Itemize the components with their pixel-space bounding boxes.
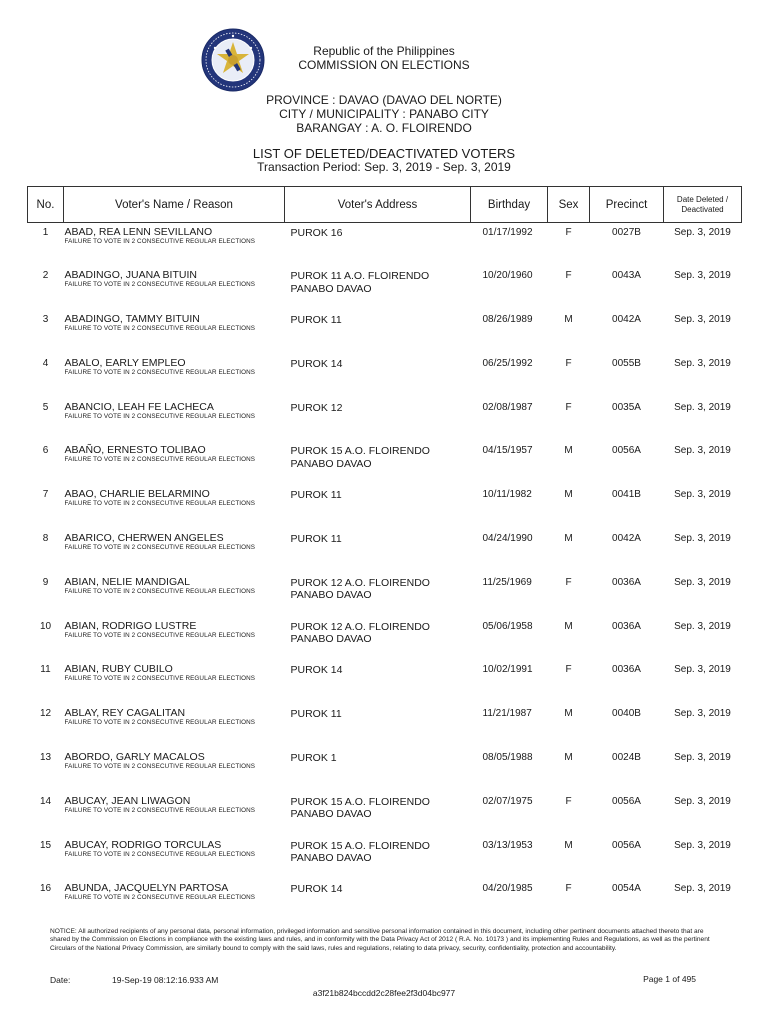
row-number: 7 xyxy=(42,489,49,501)
voter-precinct: 0056A xyxy=(612,445,641,457)
date-deleted: Sep. 3, 2019 xyxy=(674,576,731,588)
voter-address-cell xyxy=(285,266,471,310)
col-header-name: Voter's Name / Reason xyxy=(64,187,285,223)
commission-heading: COMMISSION ON ELECTIONS xyxy=(298,58,470,72)
footer-date-value: 19-Sep-19 08:12:16.933 AM xyxy=(112,975,219,985)
voter-birthday: 04/15/1957 xyxy=(482,445,533,457)
document-hash: a3f21b824bccdd2c28fee2f3d04bc977 xyxy=(312,988,456,998)
voter-name-cell xyxy=(64,223,285,267)
voter-sex: F xyxy=(565,227,572,238)
row-number: 15 xyxy=(39,839,52,851)
date-deleted: Sep. 3, 2019 xyxy=(674,401,731,413)
date-deleted: Sep. 3, 2019 xyxy=(674,752,731,764)
col-header-address: Voter's Address xyxy=(285,187,471,223)
voter-precinct: 0054A xyxy=(612,883,641,895)
voter-sex: F xyxy=(565,270,572,282)
voter-name: ABAÑO, ERNESTO TOLIBAO xyxy=(64,444,206,457)
voter-birthday: 08/26/1989 xyxy=(482,314,533,326)
deletion-reason: FAILURE TO VOTE IN 2 CONSECUTIVE REGULAR ELECTIONS xyxy=(64,587,256,595)
row-number: 8 xyxy=(42,533,49,545)
table-row xyxy=(28,704,742,748)
col-header-date-deleted: Date Deleted / Deactivated xyxy=(664,187,742,223)
date-deleted: Sep. 3, 2019 xyxy=(674,270,731,282)
voters-table xyxy=(27,186,742,923)
table-row xyxy=(28,529,742,573)
address-line-1: PUROK 15 A.O. FLOIRENDO xyxy=(290,839,430,852)
address-line-1: PUROK 12 A.O. FLOIRENDO xyxy=(290,576,430,589)
voter-name: ABUCAY, RODRIGO TORCULAS xyxy=(64,838,222,851)
voter-sex: F xyxy=(565,401,572,413)
voter-precinct: 0035A xyxy=(612,401,641,413)
address-line-1: PUROK 15 A.O. FLOIRENDO xyxy=(290,795,430,808)
voter-name-cell xyxy=(64,617,285,661)
address-line-1: PUROK 12 xyxy=(290,401,343,414)
table-row xyxy=(28,879,742,923)
table-header-row xyxy=(28,187,742,223)
voter-precinct: 0040B xyxy=(612,708,641,720)
barangay-label: BARANGAY : A. O. FLOIRENDO xyxy=(296,121,472,135)
voter-name: ABAO, CHARLIE BELARMINO xyxy=(64,488,210,501)
voter-sex: F xyxy=(565,883,572,895)
address-line-2: PANABO DAVAO xyxy=(290,589,372,602)
voter-precinct: 0024B xyxy=(612,752,641,764)
row-number: 2 xyxy=(42,270,49,282)
date-deleted: Sep. 3, 2019 xyxy=(674,839,731,851)
voter-precinct: 0036A xyxy=(612,620,641,632)
voter-birthday: 11/21/1987 xyxy=(482,708,532,720)
voter-precinct: 0056A xyxy=(612,795,641,807)
deletion-reason: FAILURE TO VOTE IN 2 CONSECUTIVE REGULAR ELECTIONS xyxy=(64,850,256,858)
voter-sex: M xyxy=(564,839,573,851)
date-deleted: Sep. 3, 2019 xyxy=(674,489,731,501)
voter-address-cell xyxy=(285,310,471,354)
row-number: 6 xyxy=(42,445,49,457)
date-deleted: Sep. 3, 2019 xyxy=(674,445,731,457)
voter-address-cell xyxy=(285,836,471,880)
voter-birthday: 02/08/1987 xyxy=(482,401,533,413)
date-deleted: Sep. 3, 2019 xyxy=(674,533,731,545)
table-row xyxy=(28,573,742,617)
deletion-reason: FAILURE TO VOTE IN 2 CONSECUTIVE REGULAR ELECTIONS xyxy=(64,544,256,552)
voter-precinct: 0042A xyxy=(612,314,641,326)
voter-birthday: 11/25/1969 xyxy=(482,576,532,588)
voter-name-cell xyxy=(64,354,285,398)
voter-sex: M xyxy=(564,445,573,457)
city-label: CITY / MUNICIPALITY : PANABO CITY xyxy=(279,107,489,121)
voter-precinct: 0043A xyxy=(612,270,641,282)
deletion-reason: FAILURE TO VOTE IN 2 CONSECUTIVE REGULAR ELECTIONS xyxy=(64,281,256,289)
voter-precinct: 0036A xyxy=(612,576,641,588)
row-number: 14 xyxy=(39,795,52,807)
voter-precinct: 0055B xyxy=(612,357,641,369)
voter-name: ABIAN, NELIE MANDIGAL xyxy=(64,575,190,588)
voter-name-cell xyxy=(64,485,285,529)
voter-sex: F xyxy=(565,664,572,676)
voter-sex: M xyxy=(564,314,573,326)
voter-name-cell xyxy=(64,266,285,310)
privacy-notice: NOTICE: All authorized recipients of any personal data, personal information, privileged information and sensitive personal information contained in this document, including other pertinent documents attached thereto that are shared by the Commission on Elections in compliance with the existing laws and rules, and in conformity with the Data Privacy Act of 2012 ( R.A. No. 10173 ) and its implementing Rules and Regulations, as well as the pertinent Circulars of the National Privacy Commission, are similarly bound to comply with the said laws, rules and regulations, relating to data privacy, security, confidentiality, protection and accountability. xyxy=(50,928,710,952)
voter-address-cell xyxy=(285,792,471,836)
voter-birthday: 06/25/1992 xyxy=(482,357,533,369)
table-row xyxy=(28,660,742,704)
row-number: 16 xyxy=(39,883,52,895)
table-row xyxy=(28,354,742,398)
voter-address-cell xyxy=(285,617,471,661)
voter-birthday: 10/02/1991 xyxy=(482,664,533,676)
voter-name-cell xyxy=(64,529,285,573)
voter-name: ABARICO, CHERWEN ANGELES xyxy=(64,532,224,545)
address-line-1: PUROK 14 xyxy=(290,357,343,370)
voter-precinct: 0041B xyxy=(612,489,641,501)
deletion-reason: FAILURE TO VOTE IN 2 CONSECUTIVE REGULAR ELECTIONS xyxy=(64,719,256,727)
date-deleted: Sep. 3, 2019 xyxy=(674,883,731,895)
voter-sex: M xyxy=(564,620,573,632)
table-row xyxy=(28,266,742,310)
voter-address-cell xyxy=(285,879,471,923)
voter-sex: M xyxy=(564,708,573,720)
col-header-no: No. xyxy=(28,187,64,223)
voter-name: ABAD, REA LENN SEVILLANO xyxy=(64,226,213,238)
deletion-reason: FAILURE TO VOTE IN 2 CONSECUTIVE REGULAR ELECTIONS xyxy=(64,806,256,814)
row-number: 11 xyxy=(40,664,51,676)
row-number: 9 xyxy=(42,576,49,588)
table-row xyxy=(28,792,742,836)
voter-name: ABUCAY, JEAN LIWAGON xyxy=(64,794,191,807)
address-line-1: PUROK 11 xyxy=(290,708,342,721)
transaction-period: Transaction Period: Sep. 3, 2019 - Sep. 3, 2019 xyxy=(257,160,511,174)
deletion-reason: FAILURE TO VOTE IN 2 CONSECUTIVE REGULAR ELECTIONS xyxy=(64,325,256,333)
col-header-sex: Sex xyxy=(548,187,590,223)
row-number: 3 xyxy=(42,314,49,326)
voter-birthday: 03/13/1953 xyxy=(482,839,533,851)
address-line-2: PANABO DAVAO xyxy=(290,457,372,470)
deletion-reason: FAILURE TO VOTE IN 2 CONSECUTIVE REGULAR ELECTIONS xyxy=(64,894,256,902)
voter-sex: F xyxy=(565,357,572,369)
voter-address-cell xyxy=(285,748,471,792)
address-line-1: PUROK 12 A.O. FLOIRENDO xyxy=(290,620,430,633)
row-number: 1 xyxy=(42,227,49,238)
voter-birthday: 08/05/1988 xyxy=(482,752,533,764)
address-line-2: PANABO DAVAO xyxy=(290,852,372,865)
row-number: 10 xyxy=(39,620,52,632)
voter-address-cell xyxy=(285,529,471,573)
voter-name-cell xyxy=(64,836,285,880)
voter-birthday: 10/20/1960 xyxy=(482,270,533,282)
deletion-reason: FAILURE TO VOTE IN 2 CONSECUTIVE REGULAR ELECTIONS xyxy=(64,368,256,376)
province-label: PROVINCE : DAVAO (DAVAO DEL NORTE) xyxy=(266,93,502,107)
address-line-1: PUROK 11 xyxy=(290,533,342,546)
col-header-precinct: Precinct xyxy=(590,187,664,223)
voter-rows xyxy=(28,223,742,924)
deletion-reason: FAILURE TO VOTE IN 2 CONSECUTIVE REGULAR ELECTIONS xyxy=(64,412,256,420)
republic-heading: Republic of the Philippines xyxy=(313,44,455,58)
voter-name: ABADINGO, JUANA BITUIN xyxy=(64,269,197,282)
table-row xyxy=(28,223,742,267)
voter-birthday: 04/20/1985 xyxy=(482,883,533,895)
voter-name-cell xyxy=(64,573,285,617)
page-number: Page 1 of 495 xyxy=(643,974,696,984)
address-line-2: PANABO DAVAO xyxy=(290,633,372,646)
voter-precinct: 0036A xyxy=(612,664,641,676)
voter-address-cell xyxy=(285,441,471,485)
address-line-2: PANABO DAVAO xyxy=(290,282,372,295)
voter-name-cell xyxy=(64,704,285,748)
voter-address-cell xyxy=(285,660,471,704)
voter-address-cell xyxy=(285,398,471,442)
address-line-1: PUROK 16 xyxy=(290,227,343,239)
voter-name: ABIAN, RODRIGO LUSTRE xyxy=(64,619,197,632)
footer-date-label: Date: xyxy=(50,975,71,985)
address-line-1: PUROK 11 A.O. FLOIRENDO xyxy=(290,270,430,283)
table-row xyxy=(28,748,742,792)
page-title: LIST OF DELETED/DEACTIVATED VOTERS xyxy=(252,146,516,161)
col-header-birthday: Birthday xyxy=(471,187,548,223)
table-row xyxy=(28,485,742,529)
voter-name: ABLAY, REY CAGALITAN xyxy=(64,707,186,720)
voter-name: ABORDO, GARLY MACALOS xyxy=(64,751,205,764)
date-deleted: Sep. 3, 2019 xyxy=(674,664,731,676)
voter-precinct: 0056A xyxy=(612,839,641,851)
voter-birthday: 02/07/1975 xyxy=(482,795,533,807)
voter-birthday: 10/11/1982 xyxy=(482,489,532,501)
voter-name: ABALO, EARLY EMPLEO xyxy=(64,356,186,369)
voter-name-cell xyxy=(64,660,285,704)
date-deleted: Sep. 3, 2019 xyxy=(674,708,731,720)
date-deleted: Sep. 3, 2019 xyxy=(674,795,731,807)
voter-name-cell xyxy=(64,310,285,354)
row-number: 13 xyxy=(39,752,52,764)
voter-name-cell xyxy=(64,748,285,792)
voter-name: ABIAN, RUBY CUBILO xyxy=(64,663,173,676)
voter-name-cell xyxy=(64,792,285,836)
voter-address-cell xyxy=(285,354,471,398)
voter-address-cell xyxy=(285,704,471,748)
table-row xyxy=(28,441,742,485)
address-line-1: PUROK 11 xyxy=(290,489,342,502)
address-line-1: PUROK 11 xyxy=(290,314,342,327)
date-deleted: Sep. 3, 2019 xyxy=(674,620,731,632)
date-deleted: Sep. 3, 2019 xyxy=(674,314,731,326)
voter-name-cell xyxy=(64,398,285,442)
voter-name-cell xyxy=(64,879,285,923)
voter-birthday: 01/17/1992 xyxy=(482,227,533,238)
voter-name: ABADINGO, TAMMY BITUIN xyxy=(64,313,200,326)
deletion-reason: FAILURE TO VOTE IN 2 CONSECUTIVE REGULAR ELECTIONS xyxy=(64,763,256,771)
address-line-1: PUROK 1 xyxy=(290,752,337,765)
voter-name-cell xyxy=(64,441,285,485)
address-line-1: PUROK 14 xyxy=(290,664,343,677)
row-number: 12 xyxy=(39,708,52,720)
voter-sex: F xyxy=(565,576,572,588)
voter-birthday: 05/06/1958 xyxy=(482,620,533,632)
table-row xyxy=(28,310,742,354)
row-number: 4 xyxy=(42,357,49,369)
date-deleted: Sep. 3, 2019 xyxy=(674,357,731,369)
row-number: 5 xyxy=(42,401,49,413)
address-line-1: PUROK 14 xyxy=(290,883,343,896)
voter-birthday: 04/24/1990 xyxy=(482,533,533,545)
date-deleted: Sep. 3, 2019 xyxy=(674,227,731,238)
voter-sex: M xyxy=(564,752,573,764)
voter-precinct: 0042A xyxy=(612,533,641,545)
voter-precinct: 0027B xyxy=(612,227,641,238)
voter-address-cell xyxy=(285,573,471,617)
deletion-reason: FAILURE TO VOTE IN 2 CONSECUTIVE REGULAR ELECTIONS xyxy=(64,500,256,508)
voter-sex: F xyxy=(565,795,572,807)
deletion-reason: FAILURE TO VOTE IN 2 CONSECUTIVE REGULAR ELECTIONS xyxy=(64,238,256,245)
address-line-1: PUROK 15 A.O. FLOIRENDO xyxy=(290,445,430,458)
voter-name: ABUNDA, JACQUELYN PARTOSA xyxy=(64,882,229,895)
voter-address-cell xyxy=(285,485,471,529)
deletion-reason: FAILURE TO VOTE IN 2 CONSECUTIVE REGULAR ELECTIONS xyxy=(64,456,256,464)
voter-name: ABANCIO, LEAH FE LACHECA xyxy=(64,400,214,413)
voter-sex: M xyxy=(564,533,573,545)
voter-sex: M xyxy=(564,489,573,501)
table-row xyxy=(28,836,742,880)
table-row xyxy=(28,398,742,442)
deletion-reason: FAILURE TO VOTE IN 2 CONSECUTIVE REGULAR ELECTIONS xyxy=(64,675,256,683)
table-row xyxy=(28,617,742,661)
deletion-reason: FAILURE TO VOTE IN 2 CONSECUTIVE REGULAR ELECTIONS xyxy=(64,631,256,639)
address-line-2: PANABO DAVAO xyxy=(290,808,372,821)
voter-address-cell xyxy=(285,223,471,267)
